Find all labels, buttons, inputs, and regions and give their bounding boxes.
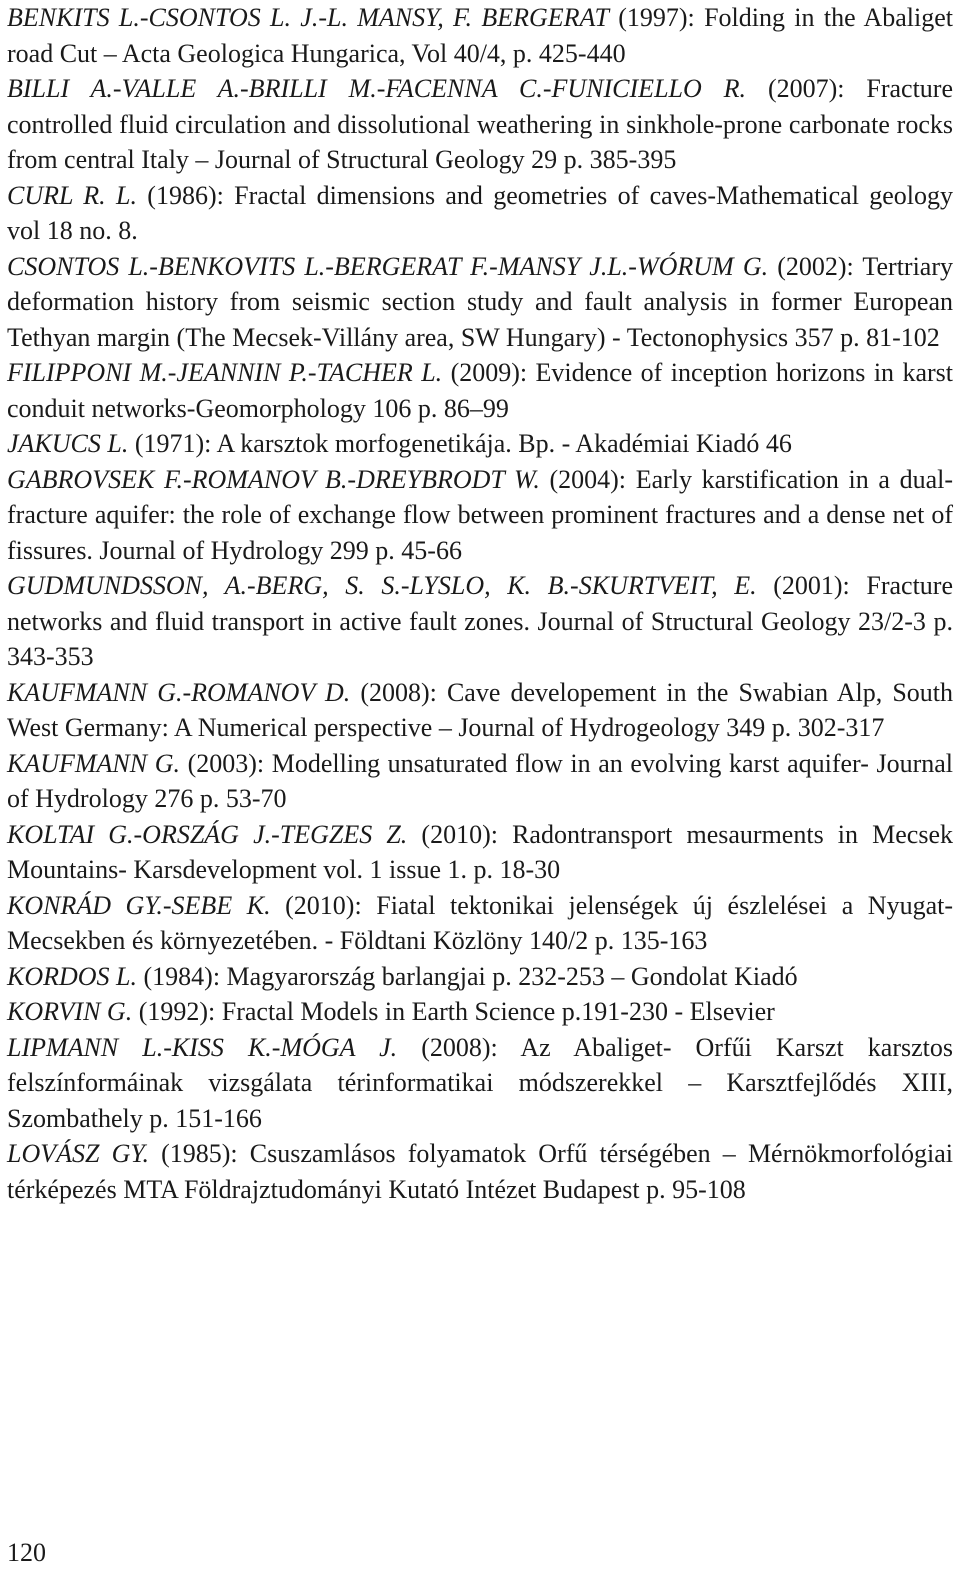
- page-number: 120: [7, 1538, 46, 1567]
- reference-authors: BENKITS L.-CSONTOS L. J.-L. MANSY, F. BERGERAT: [7, 3, 609, 32]
- reference-entry: [7, 178, 953, 249]
- reference-details: (2008): Cave developement in the Swabian Alp, South West Germany: A Numerical perspective – Journal of Hydrogeology 349 p. 302-317: [7, 677, 954, 742]
- reference-details: (2010): Radontransport mesaurments in Mecsek Mountains- Karsdevelopment vol. 1 issue 1. p. 18-30: [7, 819, 953, 884]
- reference-entry: [7, 1136, 953, 1207]
- reference-details: (1984): Magyarország barlangjai p. 232-253 – Gondolat Kiadó: [137, 961, 798, 991]
- reference-details: (2009): Evidence of inception horizons in karst conduit networks-Geomorphology 106 p. 86–99: [7, 358, 953, 423]
- reference-details: (2001): Fracture networks and fluid transport in active fault zones. Journal of Structural Geology 23/2-3 p. 343-353: [7, 571, 953, 671]
- reference-entry: [7, 746, 953, 817]
- reference-authors: CURL R. L.: [7, 180, 137, 210]
- reference-details: (1997): Folding in the Abaliget road Cut – Acta Geologica Hungarica, Vol 40/4, p. 425-440: [7, 3, 954, 68]
- reference-authors: CSONTOS L.-BENKOVITS L.-BERGERAT F.-MANSY J.L.-WÓRUM G.: [7, 251, 769, 281]
- reference-entry: [7, 994, 953, 1030]
- reference-authors: LIPMANN L.-KISS K.-MÓGA J.: [7, 1032, 398, 1062]
- reference-entry: [7, 1030, 953, 1137]
- reference-entry: [7, 675, 953, 746]
- reference-page: [7, 0, 953, 1207]
- reference-details: (2007): Fracture controlled fluid circulation and dissolutional weathering in sinkhole-prone carbonate rocks from central Italy – Journal of Structural Geology 29 p. 385-395: [7, 74, 953, 174]
- reference-entry: [7, 817, 953, 888]
- reference-entry: [7, 568, 953, 675]
- reference-authors: KOLTAI G.-ORSZÁG J.-TEGZES Z.: [7, 819, 408, 849]
- reference-entry: [7, 462, 953, 569]
- reference-authors: KAUFMANN G.-ROMANOV D.: [7, 677, 351, 707]
- reference-authors: KORDOS L.: [7, 961, 138, 991]
- reference-authors: GUDMUNDSSON, A.-BERG, S. S.-LYSLO, K. B.-SKURTVEIT, E.: [7, 571, 757, 600]
- reference-details: (1971): A karsztok morfogenetikája. Bp. - Akadémiai Kiadó 46: [128, 429, 792, 458]
- reference-details: (2008): Az Abaliget- Orfűi Karszt karsztos felszínformáinak vizsgálata térinformatikai módszerekkel – Karsztfejlődés XIII, Szombathely p. 151-166: [7, 1032, 953, 1133]
- reference-authors: KORVIN G.: [7, 997, 133, 1026]
- reference-details: (1992): Fractal Models in Earth Science p.191-230 - Elsevier: [132, 997, 775, 1026]
- reference-authors: JAKUCS L.: [7, 429, 129, 458]
- reference-entry: [7, 249, 953, 356]
- reference-authors: KONRÁD GY.-SEBE K.: [7, 890, 271, 920]
- reference-details: (2010): Fiatal tektonikai jelenségek új észlelései a Nyugat-Mecsekben és környezetében. - Földtani Közlöny 140/2 p. 135-163: [7, 890, 953, 955]
- reference-details: (2003): Modelling unsaturated flow in an evolving karst aquifer- Journal of Hydrology 276 p. 53-70: [7, 748, 953, 813]
- reference-authors: GABROVSEK F.-ROMANOV B.-DREYBRODT W.: [7, 464, 540, 494]
- reference-entry: [7, 888, 953, 959]
- reference-list: [7, 0, 953, 1207]
- reference-entry: [7, 959, 953, 995]
- reference-details: (2002): Tertriary deformation history from seismic section study and fault analysis in former European Tethyan margin (The Mecsek-Villány area, SW Hungary) - Tectonophysics 357 p. 81-102: [7, 251, 953, 352]
- reference-details: (1985): Csuszamlásos folyamatok Orfű térségében – Mérnökmorfológiai térképezés MTA Földrajztudományi Kutató Intézet Budapest p. 95-108: [7, 1139, 954, 1204]
- reference-entry: [7, 0, 953, 71]
- reference-details: (2004): Early karstification in a dual-fracture aquifer: the role of exchange flow between prominent fractures and a dense net of fissures. Journal of Hydrology 299 p. 45-66: [7, 464, 953, 565]
- reference-entry: [7, 355, 953, 426]
- reference-entry: [7, 426, 953, 462]
- reference-authors: KAUFMANN G.: [7, 748, 180, 778]
- reference-authors: LOVÁSZ GY.: [7, 1139, 149, 1168]
- reference-authors: FILIPPONI M.-JEANNIN P.-TACHER L.: [7, 358, 443, 387]
- reference-authors: BILLI A.-VALLE A.-BRILLI M.-FACENNA C.-FUNICIELLO R.: [7, 74, 747, 103]
- reference-entry: [7, 71, 953, 178]
- reference-details: (1986): Fractal dimensions and geometries of caves-Mathematical geology vol 18 no. 8.: [7, 180, 953, 245]
